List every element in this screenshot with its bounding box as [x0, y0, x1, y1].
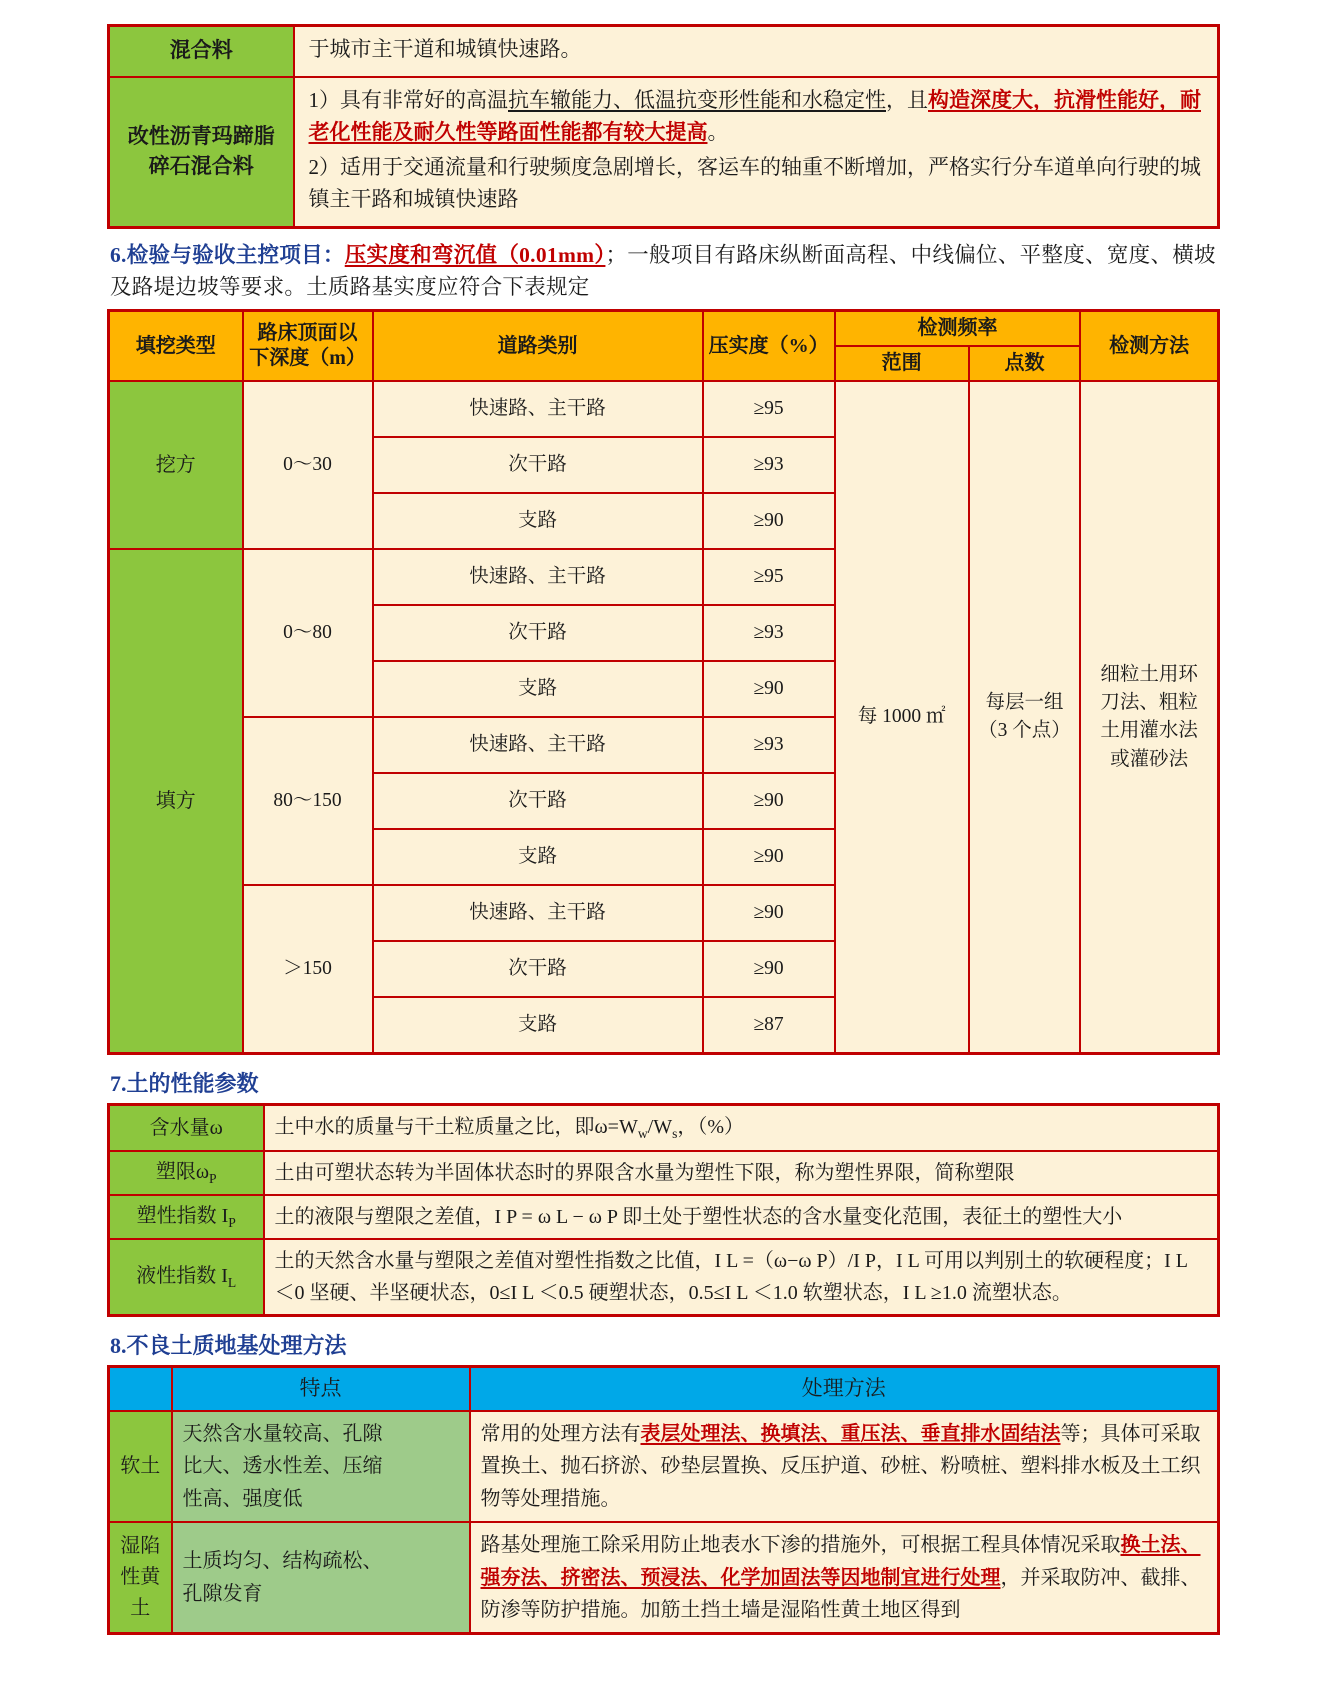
- cell-value: ≥95: [703, 549, 835, 605]
- cell-method-value: [1080, 381, 1218, 1054]
- mixture-body-cell: [294, 26, 1219, 77]
- cell-value: ≥90: [703, 885, 835, 941]
- method-red-highlight: 表层处理法、换填法、重压法、垂直排水固结法: [640, 1422, 1061, 1445]
- table-row: [109, 1522, 1219, 1634]
- method-red-highlight: 换土法、强夯法、挤密法、预浸法、化学加固法等因地制宜进行处理: [480, 1534, 1201, 1589]
- section-6-highlight: 压实度和弯沉值（0.01mm）: [344, 242, 606, 267]
- param-value-plasticity-index: 土的液限与塑限之差值，I P = ω L − ω P 即土处于塑性状态的含水量变化范围，表征土的塑性大小: [264, 1195, 1219, 1239]
- cell-value: ≥90: [703, 829, 835, 885]
- table-row: [109, 381, 1219, 437]
- cell-depth-over-150: ＞150: [243, 885, 373, 1054]
- param-value-water-content: [264, 1105, 1219, 1151]
- cell-value: ≥93: [703, 605, 835, 661]
- param-sub-w: w: [637, 1126, 648, 1142]
- table-row: [109, 1105, 1219, 1151]
- page-bottom-margin: [0, 1635, 1323, 1695]
- cell-value: ≥93: [703, 437, 835, 493]
- header-road-class: 道路类别: [373, 311, 703, 382]
- header-frequency: 检测频率: [835, 311, 1081, 347]
- header-feature: 特点: [172, 1366, 470, 1411]
- sma-p1-plain-a: 1）具有非常好的高温: [308, 87, 508, 112]
- param-key-text: 塑性指数: [136, 1204, 217, 1227]
- sma-label-cell: [109, 77, 294, 228]
- method-line1: 细粒土用环: [1100, 663, 1198, 685]
- sma-p1-red-underline: 构造深度大，抗滑性能好，耐老化性能及耐久性等路面性能都有较大提高: [308, 87, 1201, 145]
- cell-road: 次干路: [373, 605, 703, 661]
- table-row: [109, 1411, 1219, 1522]
- param-key-text: 塑限: [155, 1160, 196, 1183]
- cell-value: ≥87: [703, 997, 835, 1054]
- table-row: [109, 1195, 1219, 1239]
- feature-line3: 性高、强度低: [182, 1487, 303, 1510]
- cell-points-value: [969, 381, 1081, 1054]
- sma-label-line1: 改性沥青玛蹄脂: [127, 123, 275, 148]
- cell-value: ≥93: [703, 717, 835, 773]
- param-key-liquidity-index: [109, 1239, 264, 1316]
- param-sub-s: s: [672, 1126, 678, 1142]
- cell-road: 支路: [373, 829, 703, 885]
- cell-range-value: 每 1000 ㎡: [835, 381, 969, 1054]
- cell-depth-0-30: 0～30: [243, 381, 373, 549]
- soil-name-line3: 土: [130, 1597, 151, 1620]
- soil-method-loess: [470, 1522, 1219, 1634]
- sma-p1-plain-b: ，且: [886, 87, 928, 112]
- table-row: [109, 1239, 1219, 1316]
- cell-type-fill: 填方: [109, 549, 243, 1054]
- cell-value: ≥90: [703, 661, 835, 717]
- compaction-header-row: [109, 311, 1219, 347]
- soil-name-line1: 湿陷: [120, 1535, 161, 1558]
- feature-line2: 孔隙发育: [182, 1582, 263, 1605]
- param-value-liquidity-index: 土的天然含水量与塑限之差值对塑性指数之比值，I L =（ω−ω P）/I P，I L 可用以判别土的软硬程度；I L ＜0 坚硬、半坚硬状态，0≤I L ＜0.5 硬塑状态，0.5≤I L ＜1.0 软塑状态，I L ≥1.0 流塑状态。: [264, 1239, 1219, 1316]
- soil-feature-soft: [172, 1411, 470, 1522]
- feature-line2: 比大、透水性差、压缩: [182, 1455, 383, 1478]
- header-treatment-method: 处理方法: [470, 1366, 1219, 1411]
- param-key-subscript: L: [227, 1274, 237, 1290]
- cell-depth-0-80: 0～80: [243, 549, 373, 717]
- section-6-suffix: ；一般项目有路床纵断面高程、中线偏位、平整度、宽度、横坡及路堤边坡等要求。土质路基实度应符合下表规定: [110, 242, 1216, 299]
- document-page: [0, 24, 1323, 1621]
- soil-feature-loess: [172, 1522, 470, 1634]
- soil-parameters-table: [107, 1103, 1220, 1317]
- param-key-water-content: [109, 1105, 264, 1151]
- param-value-mid: /W: [647, 1116, 673, 1139]
- param-key-subscript: P: [209, 1170, 217, 1186]
- param-value-tail: ，（%）: [677, 1116, 745, 1139]
- table-row: [109, 26, 1219, 77]
- param-key-symbol: ω: [195, 1160, 210, 1183]
- header-depth: [243, 311, 373, 382]
- cell-depth-80-150: 80～150: [243, 717, 373, 885]
- sma-paragraph-1: [309, 84, 1208, 149]
- compaction-table: [107, 309, 1220, 1055]
- feature-line1: 天然含水量较高、孔隙: [182, 1422, 383, 1445]
- header-blank: [109, 1366, 172, 1411]
- cell-value: ≥90: [703, 941, 835, 997]
- soil-method-soft: [470, 1411, 1219, 1522]
- param-key-plastic-limit: [109, 1151, 264, 1195]
- sma-p1-black-underline: 抗车辙能力、低温抗变形性能和水稳定性: [508, 87, 886, 112]
- header-depth-line1: 路床顶面以: [257, 322, 358, 345]
- sma-paragraph-2: 2）适用于交通流量和行驶频度急剧增长，客运车的轴重不断增加，严格实行分车道单向行驶的城镇主干路和城镇快速路: [308, 154, 1201, 212]
- mixture-text: 于城市主干道和城镇快速路。: [308, 37, 582, 61]
- cell-road: 支路: [373, 661, 703, 717]
- section-6-prefix: 6.检验与验收主控项目：: [110, 242, 345, 267]
- header-fill-cut-type: 填挖类型: [109, 311, 243, 382]
- param-key-text: 含水量: [149, 1117, 210, 1140]
- header-range: 范围: [835, 346, 969, 381]
- cell-road: 次干路: [373, 941, 703, 997]
- section-6-heading: [110, 239, 1220, 304]
- sma-body-cell: [294, 77, 1219, 228]
- method-plain-b: ，并采取防冲、截排、防渗等防护措施。加筋土挡土墙是湿陷性黄土地区得到: [480, 1566, 1201, 1621]
- method-plain-a: 常用的处理方法有: [480, 1422, 641, 1445]
- param-key-plasticity-index: [109, 1195, 264, 1239]
- mixture-label-cell: 混合料: [109, 26, 294, 77]
- cell-type-cut: 挖方: [109, 381, 243, 549]
- header-points: 点数: [969, 346, 1081, 381]
- cell-road: 支路: [373, 493, 703, 549]
- cell-road: 快速路、主干路: [373, 717, 703, 773]
- header-depth-line2: 下深度（m）: [249, 347, 366, 370]
- table-row: [109, 77, 1219, 228]
- method-line2: 刀法、粗粒: [1100, 691, 1198, 713]
- param-value-plastic-limit: 土由可塑状态转为半固体状态时的界限含水量为塑性下限，称为塑性界限，简称塑限: [264, 1151, 1219, 1195]
- sma-p1-plain-c: 。: [707, 120, 729, 145]
- table-row: [109, 1151, 1219, 1195]
- method-plain-a: 路基处理施工除采用防止地表水下渗的措施外，可根据工程具体情况采取: [480, 1534, 1121, 1557]
- cell-value: ≥90: [703, 773, 835, 829]
- cell-road: 快速路、主干路: [373, 381, 703, 437]
- cell-road: 快速路、主干路: [373, 885, 703, 941]
- mixture-table: [107, 24, 1220, 229]
- section-8-title: 8.不良土质地基处理方法: [110, 1332, 347, 1358]
- param-value-text: 土中水的质量与干土粒质量之比，即ω=W: [274, 1116, 638, 1139]
- soil-name-line2: 性黄: [120, 1566, 161, 1589]
- param-key-symbol: I: [221, 1204, 229, 1227]
- cell-road: 次干路: [373, 773, 703, 829]
- section-7-title: 7.土的性能参数: [110, 1071, 259, 1097]
- method-plain-b: 等；具体可采取置换土、抛石挤淤、砂垫层置换、反压护道、砂桩、粉喷桩、塑料排水板及土工织物等处理措施。: [480, 1422, 1201, 1510]
- cell-road: 快速路、主干路: [373, 549, 703, 605]
- soil-name-soft: 软土: [109, 1411, 172, 1522]
- param-key-symbol: ω: [209, 1117, 223, 1140]
- param-key-text: 液性指数: [136, 1264, 217, 1287]
- header-compaction: 压实度（%）: [703, 311, 835, 382]
- cell-value: ≥95: [703, 381, 835, 437]
- method-line3: 土用灌水法: [1100, 720, 1198, 742]
- header-method: 检测方法: [1080, 311, 1218, 382]
- param-key-symbol: I: [221, 1264, 228, 1287]
- bad-soil-header-row: [109, 1366, 1219, 1411]
- method-line4: 或灌砂法: [1110, 748, 1189, 770]
- cell-value: ≥90: [703, 493, 835, 549]
- bad-soil-treatment-table: [107, 1365, 1220, 1635]
- points-line2: （3 个点）: [978, 720, 1071, 742]
- cell-road: 次干路: [373, 437, 703, 493]
- feature-line1: 土质均匀、结构疏松、: [182, 1550, 383, 1573]
- sma-label-line2: 碎石混合料: [148, 153, 254, 178]
- cell-road: 支路: [373, 997, 703, 1054]
- soil-name-collapsible-loess: [109, 1522, 172, 1634]
- points-line1: 每层一组: [985, 691, 1064, 713]
- param-key-subscript: P: [228, 1214, 236, 1230]
